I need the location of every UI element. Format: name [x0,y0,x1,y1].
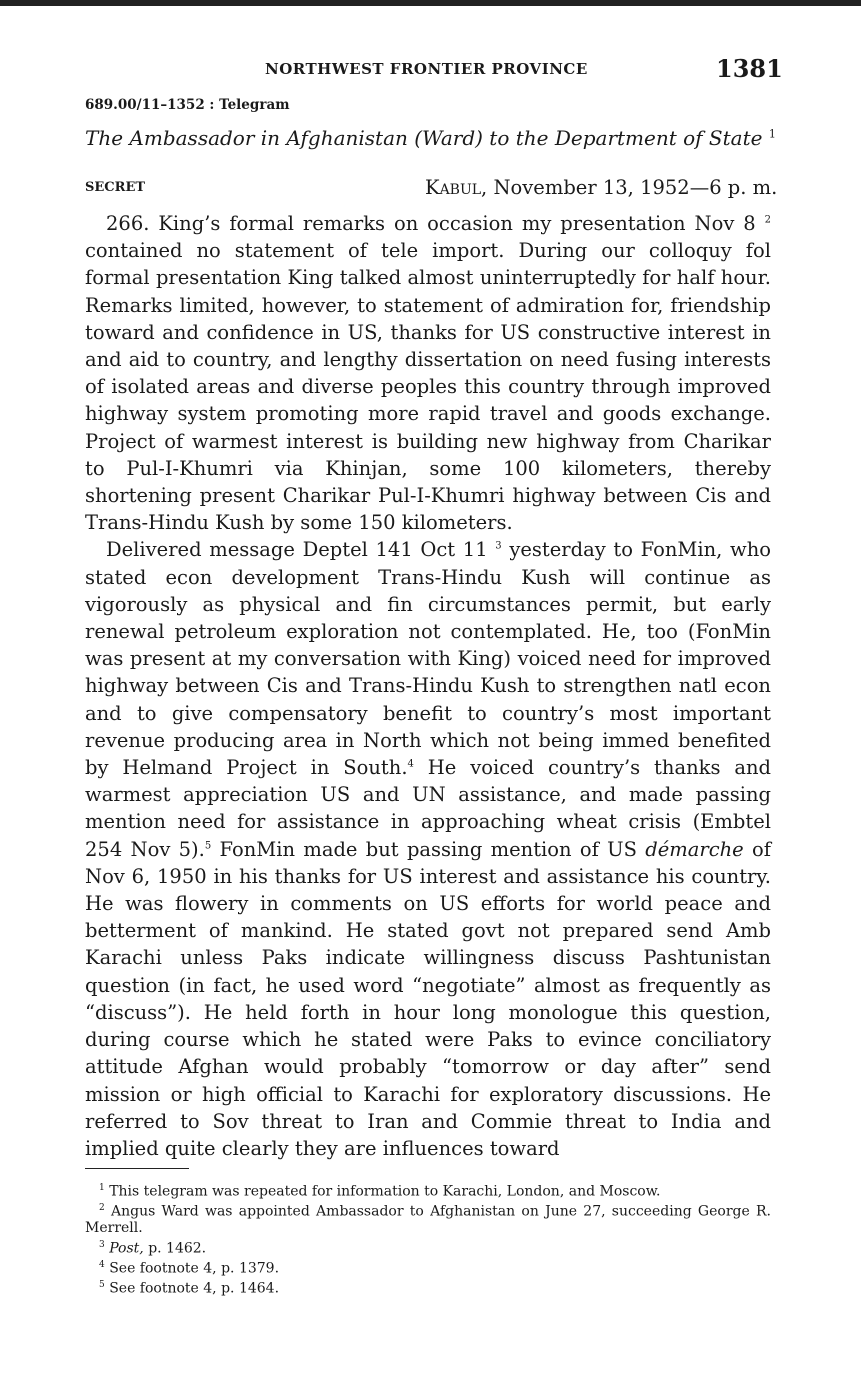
dateline-place: Kabul, [425,176,488,199]
footnote-3-text: p. 1462. [148,1240,207,1257]
footnote-4 [85,1257,771,1277]
paragraph-1 [85,210,771,536]
footnote-ref-5: 5 [204,840,212,852]
dateline-date: November 13, 1952—6 p. m. [493,176,778,199]
footnote-4-number: 4 [99,1259,105,1270]
footnote-3-number: 3 [99,1239,105,1250]
footnote-5-number: 5 [99,1280,105,1291]
footnote-1 [85,1180,771,1200]
page-top-edge [0,0,861,6]
page-number: 1381 [716,54,783,83]
paragraph-2-part-b: yesterday to FonMin, who stated econ development Trans-Hindu Kush will continue as vigorously as physical and fin circumstances permit, but early renewal petroleum exploration not contemplated. He, too (FonMin was present at my conversation with King) voiced need for improved highway between Cis and Trans-Hindu Kush to strengthen natl econ and to give compensatory benefit to country’s most important revenue producing area in North which not being immed benefited by Helmand Project in South. [85,538,771,780]
footnote-rule [85,1168,189,1169]
footnote-ref-2: 2 [764,214,771,226]
demarche-term: démarche [645,837,744,861]
paragraph-1-part-a: 266. King’s formal remarks on occasion my presentation Nov 8 [106,212,756,235]
footnote-1-text: This telegram was repeated for information to Karachi, London, and Moscow. [109,1183,661,1200]
footnote-5 [85,1277,771,1297]
paragraph-2 [85,536,771,1162]
paragraph-2-part-d: FonMin made but passing mention of US [219,837,637,861]
paragraph-1-part-b: contained no statement of tele import. During our colloquy fol formal presentation King talked almost uninterruptedly for half hour. Remarks limited, however, to statement of admiration for, friendship toward and confidence in US, thanks for US constructive interest in and aid to country, and lengthy dissertation on need fusing interests of isolated areas and diverse peoples this country through improved highway system promoting more rapid travel and goods exchange. Project of warmest interest is building new highway from Charikar to Pul-I-Khumri via Khinjan, some 100 kilometers, thereby shortening present Charikar Pul-I-Khumri highway between Cis and Trans-Hindu Kush by some 150 kilometers. [85,239,771,535]
footnote-3 [85,1237,771,1257]
footnote-5-text: See footnote 4, p. 1464. [109,1280,280,1297]
classification-label: SECRET [85,180,146,195]
running-head: NORTHWEST FRONTIER PROVINCE [265,60,588,78]
footnote-2 [85,1200,771,1237]
footnote-2-number: 2 [99,1203,105,1214]
paragraph-2-part-e: of Nov 6, 1950 in his thanks for US interest and assistance his country. He was flowery in comments on US efforts for world peace and betterment of mankind. He stated govt not prepared send Amb Karachi unless Paks indicate willingness discuss Pashtunistan question (in fact, he used word “negotiate” almost as frequently as “discuss”). He held forth in hour long monologue this question, during course which he stated were Paks to evince conciliatory attitude Afghan would probably “tomorrow or day after” send mission or high official to Karachi for exploratory discussions. He referred to Sov threat to Iran and Commie threat to India and implied quite clearly they are influences toward [85,837,771,1160]
paragraph-2-part-c: He voiced country’s thanks and warmest appreciation US and UN assistance, and made passing mention need for assistance in approaching wheat crisis (Embtel 254 Nov 5). [85,756,771,861]
footnote-3-italic: Post, [109,1240,144,1257]
dateline [425,176,777,199]
footnote-ref-4: 4 [407,758,414,770]
footnote-2-text: Angus Ward was appointed Ambassador to Afghanistan on June 27, succeeding George R. Merrell. [85,1203,772,1237]
footnote-4-text: See footnote 4, p. 1379. [109,1260,280,1277]
footnote-ref-3: 3 [495,540,502,552]
paragraph-2-part-a: Delivered message Deptel 141 Oct 11 [106,538,488,562]
telegram-body [85,210,771,1162]
footnotes [85,1180,771,1297]
file-reference: 689.00/11–1352 : Telegram [85,97,290,113]
document-title-text: The Ambassador in Afghanistan (Ward) to the Department of State [85,126,763,150]
footnote-1-number: 1 [99,1183,105,1193]
footnote-ref-1: 1 [768,127,776,141]
document-title [85,126,785,150]
